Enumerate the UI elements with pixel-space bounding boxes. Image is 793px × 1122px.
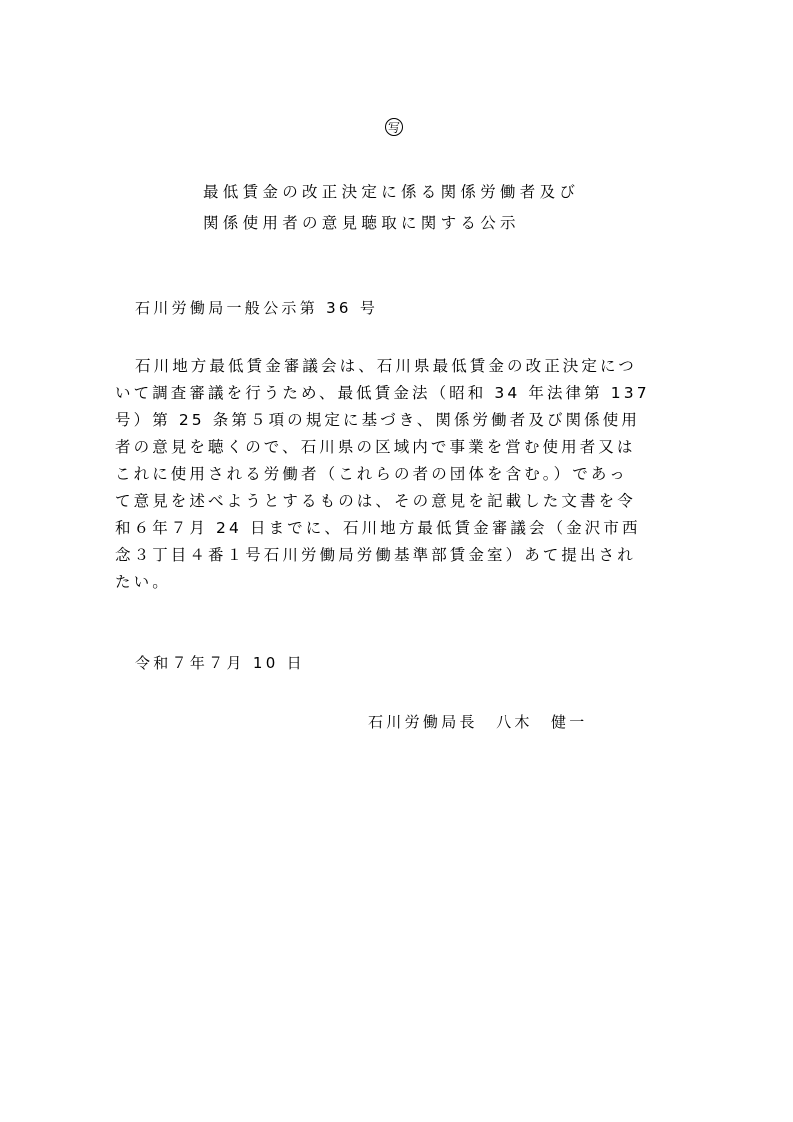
notice-number: 石川労働局一般公示第 36 号 <box>135 299 379 317</box>
body-line-2: いて調査審議を行うため、最低賃金法（昭和 34 年法律第 137 <box>115 384 650 402</box>
body-paragraph <box>115 353 695 596</box>
document-title <box>203 177 579 239</box>
title-line-1: 最低賃金の改正決定に係る関係労働者及び <box>203 183 580 201</box>
body-line-5: これに使用される労働者（これらの者の団体を含む。）であっ <box>115 465 628 483</box>
copy-stamp-icon: 写 <box>385 118 403 136</box>
body-line-4: 者の意見を聴くので、石川県の区域内で事業を営む使用者又は <box>115 438 636 456</box>
title-line-2: 関係使用者の意見聴取に関する公示 <box>203 214 520 232</box>
body-line-6: て意見を述べようとするものは、その意見を記載した文書を令 <box>115 492 636 510</box>
issue-date: 令和７年７月 10 日 <box>135 654 305 672</box>
body-line-3: 号）第 25 条第５項の規定に基づき、関係労働者及び関係使用 <box>115 411 640 429</box>
body-line-8: 念３丁目４番１号石川労働局労働基準部賃金室）あて提出され <box>115 546 636 564</box>
signatory: 石川労働局長 八木 健一 <box>368 713 588 731</box>
body-line-9: たい。 <box>115 573 171 591</box>
body-line-1: 石川地方最低賃金審議会は、石川県最低賃金の改正決定につ <box>135 357 637 375</box>
body-line-7: 和６年７月 24 日までに、石川地方最低賃金審議会（金沢市西 <box>115 519 641 537</box>
